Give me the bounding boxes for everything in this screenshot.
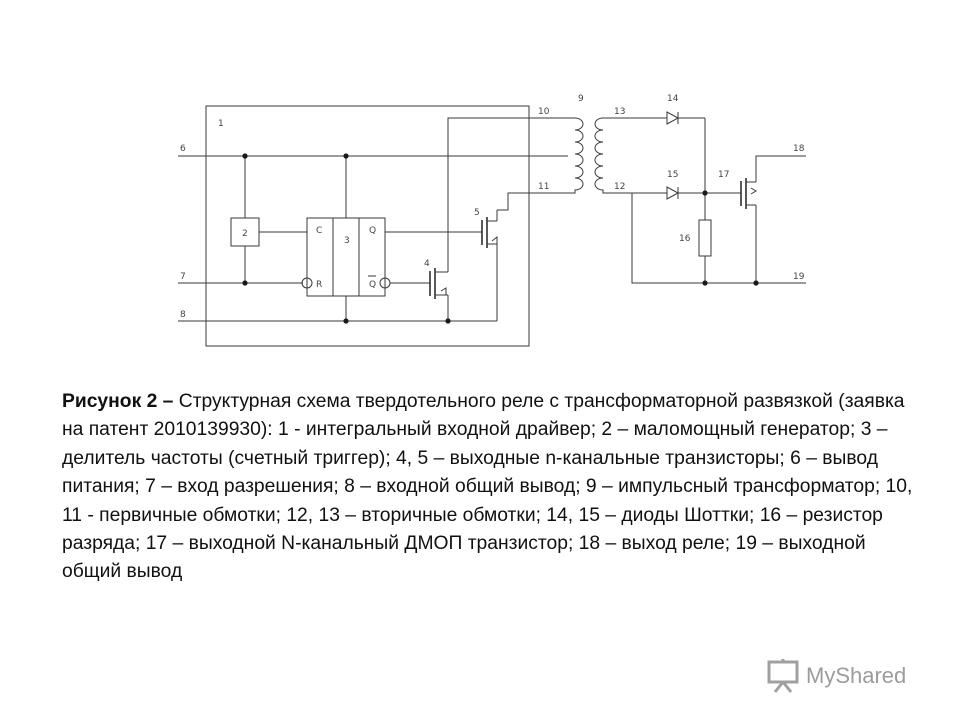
label-18: 18 xyxy=(793,144,805,154)
trigger-label-qbar: Q xyxy=(369,280,377,290)
input-driver-box xyxy=(206,106,529,346)
transformer-secondary-coil xyxy=(595,118,608,193)
caption-text: Структурная схема твердотельного реле с трансформаторной развязкой (заявка на патент 2010139930): 1 - интегральный входной драйвер; 2 – маломощный генератор; 3 – делитель частоты (счетный триггер); 4, 5 – выходные n-канальные транзисторы; 6 – вывод питания; 7 – вход разрешения; 8 – входной общий вывод; 9 – импульсный трансформатор; 10, 11 - первичные обмотки; 12, 13 – вторичные обмотки; 14, 15 – диоды Шоттки; 16 – резистор разряда; 17 – выходной N-канальный ДМОП транзистор; 18 – выход реле; 19 – выходной общий вывод xyxy=(62,391,913,583)
resistor-16 xyxy=(699,220,711,256)
label-12: 12 xyxy=(614,182,626,192)
label-1: 1 xyxy=(218,119,224,129)
presentation-board-icon xyxy=(766,658,800,694)
watermark xyxy=(766,656,906,696)
label-7: 7 xyxy=(180,272,186,282)
label-10: 10 xyxy=(538,107,550,117)
figure-caption xyxy=(62,388,922,587)
label-17: 17 xyxy=(718,170,730,180)
label-3: 3 xyxy=(344,236,350,246)
trigger-label-c: C xyxy=(316,226,323,236)
label-13: 13 xyxy=(614,107,626,117)
caption-title: Рисунок 2 – xyxy=(62,391,174,412)
transformer-primary-coil xyxy=(568,118,583,193)
label-5: 5 xyxy=(474,208,480,218)
label-6: 6 xyxy=(180,144,186,154)
label-4: 4 xyxy=(424,259,430,269)
trigger-label-q: Q xyxy=(369,226,377,236)
label-15: 15 xyxy=(667,170,679,180)
label-2: 2 xyxy=(242,229,248,239)
watermark-text: MyShared xyxy=(806,663,907,688)
label-11: 11 xyxy=(538,182,550,192)
trigger-label-r: R xyxy=(316,280,323,290)
diode-15 xyxy=(667,187,678,199)
label-19: 19 xyxy=(793,272,805,282)
label-8: 8 xyxy=(180,310,186,320)
label-9: 9 xyxy=(578,94,584,104)
diode-14 xyxy=(667,112,678,124)
label-16: 16 xyxy=(679,234,691,244)
label-14: 14 xyxy=(667,94,679,104)
